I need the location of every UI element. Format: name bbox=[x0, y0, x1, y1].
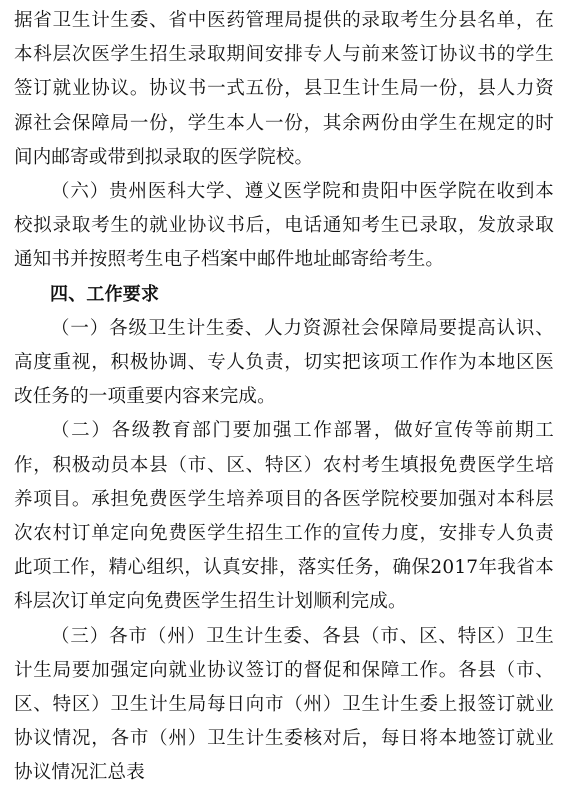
paragraph-requirement-one: （一）各级卫生计生委、人力资源社会保障局要提高认识、高度重视，积极协调、专人负责，切实把该项工作作为本地区医改任务的一项重要内容来完成。 bbox=[14, 317, 554, 408]
section-heading-work-requirements: 四、工作要求 bbox=[50, 283, 160, 305]
paragraph-requirement-three: （三）各市（州）卫生计生委、各县（市、区、特区）卫生计生局要加强定向就业协议签订的督促和保障工作。各县（市、区、特区）卫生计生局每日向市（州）卫生计生委上报签订就业协议情况，各市（州）卫生计生委核对后，每日将本地签订就业协议情况汇总表 bbox=[14, 625, 554, 784]
document-body bbox=[14, 4, 554, 791]
paragraph-requirement-two: （二）各级教育部门要加强工作部署，做好宣传等前期工作，积极动员本县（市、区、特区）农村考生填报免费医学生培养项目。承担免费医学生培养项目的各医学院校要加强对本科层次农村订单定向免费医学生招生工作的宣传力度，安排专人负责此项工作，精心组织，认真安排，落实任务，确保2017年我省本科层次订单定向免费医学生招生计划顺利完成。 bbox=[14, 420, 554, 613]
paragraph-enrollment-agreement: 据省卫生计生委、省中医药管理局提供的录取考生分县名单，在本科层次医学生招生录取期间安排专人与前来签订协议书的学生签订就业协议。协议书一式五份，县卫生计生局一份，县人力资源社会保障局一份，学生本人一份，其余两份由学生在规定的时间内邮寄或带到拟录取的医学院校。 bbox=[14, 10, 554, 168]
paragraph-item-six: （六）贵州医科大学、遵义医学院和贵阳中医学院在收到本校拟录取考生的就业协议书后，电话通知考生已录取，发放录取通知书并按照考生电子档案中邮件地址邮寄给考生。 bbox=[14, 181, 554, 271]
